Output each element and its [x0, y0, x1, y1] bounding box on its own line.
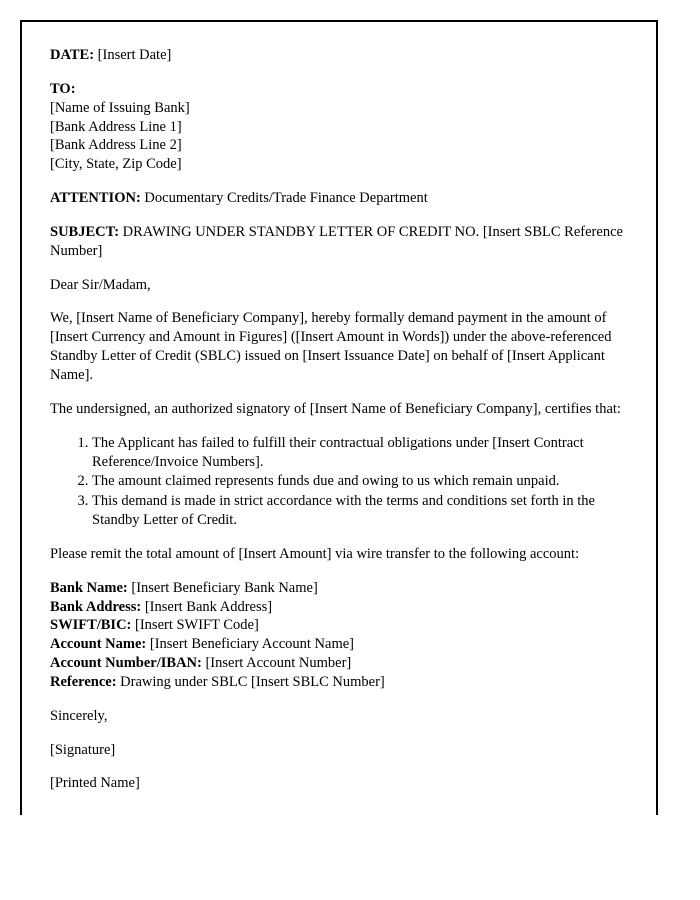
- signature-placeholder: [Signature]: [50, 741, 116, 758]
- account-detail-label: Reference:: [50, 673, 117, 690]
- closing-block: [50, 707, 628, 794]
- account-detail-label: Bank Address:: [50, 598, 142, 615]
- date-line: [50, 46, 628, 65]
- recipient-line: [Name of Issuing Bank]: [50, 99, 190, 116]
- account-detail-line: [50, 654, 628, 673]
- recipient-line: [Bank Address Line 1]: [50, 118, 182, 135]
- certification-item: 3. This demand is made in strict accordance with the terms and conditions set forth in the Standby Letter of Credit.: [92, 492, 628, 530]
- account-detail-line: [50, 673, 628, 692]
- salutation: Dear Sir/Madam,: [50, 276, 151, 293]
- certification-list: [50, 434, 628, 530]
- account-detail-value: Drawing under SBLC [Insert SBLC Number]: [120, 673, 385, 690]
- subject-value: DRAWING UNDER STANDBY LETTER OF CREDIT NO. [Insert SBLC Reference Number]: [50, 223, 623, 259]
- account-detail-label: SWIFT/BIC:: [50, 617, 132, 634]
- to-label: TO:: [50, 80, 76, 97]
- recipient-line: [Bank Address Line 2]: [50, 137, 182, 154]
- certification-item: 2. The amount claimed represents funds due and owing to us which remain unpaid.: [92, 472, 628, 491]
- date-value: [Insert Date]: [97, 47, 172, 63]
- recipient-line: [City, State, Zip Code]: [50, 156, 182, 173]
- attention-line: [50, 189, 628, 208]
- attention-value: Documentary Credits/Trade Finance Department: [144, 190, 428, 207]
- body-paragraph-2: The undersigned, an authorized signatory of [Insert Name of Beneficiary Company], certifies that:: [50, 400, 621, 417]
- account-detail-line: [50, 579, 628, 598]
- account-detail-value: [Insert Bank Address]: [144, 598, 273, 615]
- account-detail-value: [Insert Beneficiary Bank Name]: [131, 579, 318, 596]
- body-paragraph-1: We, [Insert Name of Beneficiary Company], hereby formally demand payment in the amount of [Insert Currency and Amount in Figures] ([Insert Amount in Words]) under the above-referenced Standby Letter of Credit (SBLC) issued on [Insert Issuance Date] on behalf of [Insert Applicant Name].: [50, 310, 612, 383]
- certification-item: 1. The Applicant has failed to fulfill their contractual obligations under [Insert Contract Reference/Invoice Numbers].: [92, 434, 628, 472]
- account-detail-label: Account Number/IBAN:: [50, 655, 202, 672]
- attention-label: ATTENTION:: [50, 190, 141, 207]
- account-detail-line: [50, 616, 628, 635]
- sblc-drawing-letter: [20, 20, 658, 815]
- account-detail-label: Bank Name:: [50, 579, 128, 596]
- account-detail-value: [Insert Account Number]: [205, 655, 352, 672]
- account-detail-label: Account Name:: [50, 636, 147, 653]
- printed-name-placeholder: [Printed Name]: [50, 775, 140, 792]
- account-detail-value: [Insert SWIFT Code]: [135, 617, 259, 634]
- account-detail-value: [Insert Beneficiary Account Name]: [149, 636, 354, 653]
- recipient-block: [50, 80, 628, 174]
- body-paragraph-3: Please remit the total amount of [Insert Amount] via wire transfer to the following account:: [50, 545, 580, 562]
- closing: Sincerely,: [50, 707, 108, 724]
- date-label: DATE:: [50, 47, 95, 63]
- account-detail-line: [50, 598, 628, 617]
- account-details-block: [50, 579, 628, 692]
- account-detail-line: [50, 635, 628, 654]
- subject-line: [50, 223, 628, 261]
- subject-label: SUBJECT:: [50, 223, 120, 240]
